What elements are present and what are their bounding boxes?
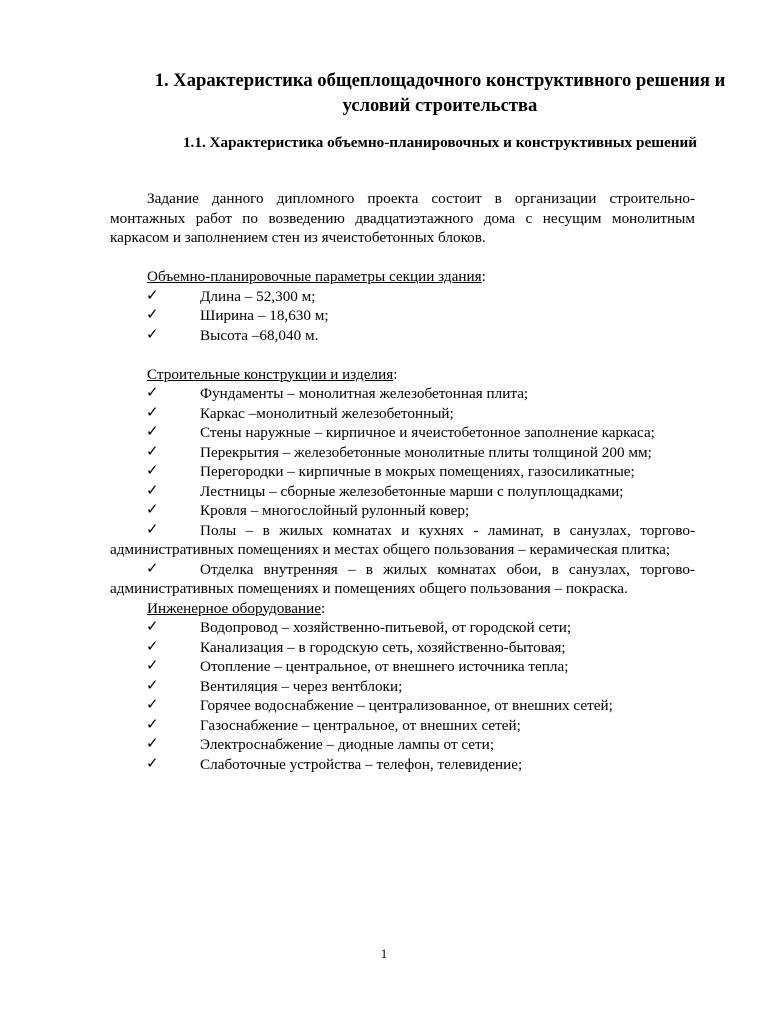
- list-item-text: Отопление – центральное, от внешнего источника тепла;: [200, 658, 569, 675]
- list-item: [110, 521, 695, 560]
- list-item: [110, 384, 695, 404]
- checkmark-icon: ✓: [146, 482, 159, 499]
- section-title-text: Инженерное оборудование: [147, 599, 322, 617]
- list-item-text: Длина – 52,300 м;: [200, 287, 316, 305]
- list-item: [110, 423, 695, 443]
- section-subtitle: 1.1. Характеристика объемно-планировочных и конструктивных решений: [182, 134, 698, 151]
- checkmark-icon: ✓: [146, 736, 159, 752]
- list-item: [110, 501, 695, 521]
- list-item-text: Высота –68,040 м.: [200, 326, 319, 344]
- list-item: [110, 696, 695, 716]
- list-item: [110, 482, 695, 502]
- list-item-text: Перекрытия – железобетонные монолитные плиты толщиной 200 мм;: [200, 443, 652, 461]
- list-item: [110, 287, 695, 307]
- section-title-parameters: [110, 267, 695, 287]
- list-item-text: Горячее водоснабжение – централизованное, от внешних сетей;: [200, 697, 613, 714]
- list-item-text: Лестницы – сборные железобетонные марши с полуплощадками;: [200, 482, 624, 500]
- checkmark-icon: ✓: [146, 638, 159, 655]
- checkmark-icon: ✓: [146, 502, 159, 518]
- checkmark-icon: ✓: [146, 424, 159, 440]
- list-item-text: Канализация – в городскую сеть, хозяйственно-бытовая;: [200, 638, 566, 656]
- page-title: 1. Характеристика общеплощадочного конструктивного решения и условий строительства: [154, 70, 726, 116]
- list-item-text: Вентиляция – через вентблоки;: [200, 677, 403, 695]
- list-item: [110, 735, 695, 755]
- list-item: [110, 755, 695, 775]
- list-item: [110, 560, 695, 599]
- checkmark-icon: ✓: [146, 443, 159, 460]
- checkmark-icon: ✓: [146, 697, 159, 713]
- list-item-text: Газоснабжение – центральное, от внешних сетей;: [200, 716, 521, 734]
- checkmark-icon: ✓: [146, 385, 159, 401]
- list-item: [110, 462, 695, 482]
- list-item-text: Кровля – многослойный рулонный ковер;: [200, 502, 470, 519]
- checkmark-icon: ✓: [146, 287, 159, 304]
- section-title-colon: :: [321, 599, 326, 617]
- list-item-text: Стены наружные – кирпичное и ячеистобетонное заполнение каркаса;: [200, 424, 655, 441]
- list-item: [110, 618, 695, 638]
- checkmark-icon: ✓: [146, 326, 159, 343]
- list-parameters: [110, 287, 695, 346]
- intro-paragraph: Задание данного дипломного проекта состоит в организации строительно-монтажных работ по возведению двадцатиэтажного дома с несущим монолитным каркасом и заполнением стен из ячеистобетонных блоков.: [110, 190, 695, 246]
- list-engineering: [110, 618, 695, 774]
- section-title-colon: :: [393, 365, 398, 383]
- list-item: [110, 306, 695, 326]
- list-item-text: Каркас –монолитный железобетонный;: [200, 404, 454, 422]
- section-title-colon: :: [481, 268, 486, 285]
- list-item-text: Водопровод – хозяйственно-питьевой, от городской сети;: [200, 619, 572, 636]
- list-item-text: Слаботочные устройства – телефон, телевидение;: [200, 755, 523, 773]
- list-item-text: Отделка внутренняя – в жилых комнатах обои, в санузлах, торгово-административных помещениях и помещениях общего пользования – покраска.: [110, 560, 695, 597]
- list-item-text: Полы – в жилых комнатах и кухнях - ламинат, в санузлах, торгово-административных помещениях и местах общего пользования – керамическая плитка;: [110, 521, 695, 558]
- list-item-text: Электроснабжение – диодные лампы от сети;: [200, 736, 495, 753]
- section-title-structures: [110, 365, 695, 385]
- list-item-text: Перегородки – кирпичные в мокрых помещениях, газосиликатные;: [200, 463, 635, 480]
- checkmark-icon: ✓: [146, 560, 159, 577]
- list-item: [110, 677, 695, 697]
- checkmark-icon: ✓: [146, 521, 159, 538]
- checkmark-icon: ✓: [146, 619, 159, 635]
- section-title-text: Строительные конструкции и изделия: [147, 365, 394, 383]
- section-title-engineering: [110, 599, 695, 619]
- list-item: [110, 443, 695, 463]
- list-structures: [110, 384, 695, 599]
- list-item: [110, 716, 695, 736]
- checkmark-icon: ✓: [146, 658, 159, 674]
- list-item-text: Ширина – 18,630 м;: [200, 307, 329, 324]
- list-item: [110, 326, 695, 346]
- list-item: [110, 404, 695, 424]
- checkmark-icon: ✓: [146, 716, 159, 733]
- list-item: [110, 638, 695, 658]
- checkmark-icon: ✓: [146, 755, 159, 772]
- document-body: [110, 189, 695, 774]
- list-item-text: Фундаменты – монолитная железобетонная плита;: [200, 385, 529, 402]
- checkmark-icon: ✓: [146, 307, 159, 323]
- page-number: 1: [380, 946, 388, 961]
- checkmark-icon: ✓: [146, 463, 159, 479]
- list-item: [110, 657, 695, 677]
- section-title-text: Объемно-планировочные параметры секции здания: [147, 268, 482, 285]
- checkmark-icon: ✓: [146, 404, 159, 421]
- checkmark-icon: ✓: [146, 677, 159, 694]
